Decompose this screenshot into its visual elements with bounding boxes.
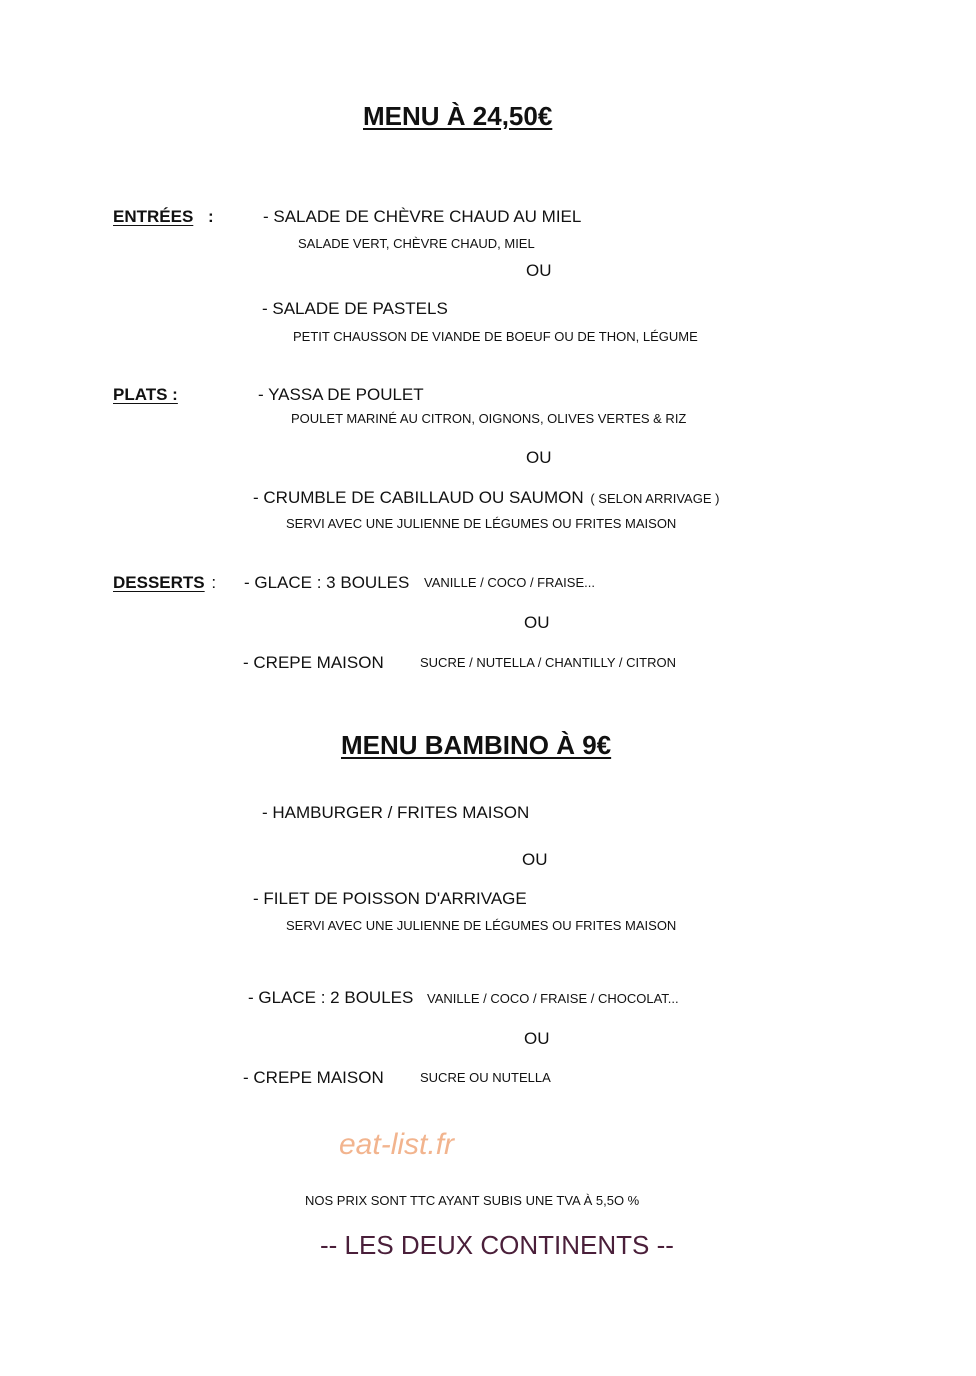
menu-item-name: - GLACE : 2 BOULES bbox=[248, 988, 414, 1007]
or-separator: OU bbox=[524, 1029, 550, 1048]
menu-item-description: POULET MARINÉ AU CITRON, OIGNONS, OLIVES VERTES & RIZ bbox=[291, 411, 687, 426]
section-label-desserts: DESSERTS : bbox=[113, 573, 217, 592]
menu-item-description: SERVI AVEC UNE JULIENNE DE LÉGUMES OU FRITES MAISON bbox=[286, 516, 677, 531]
section-label-plats: PLATS : bbox=[113, 385, 178, 404]
menu-item-description: PETIT CHAUSSON DE VIANDE DE BOEUF OU DE THON, LÉGUME bbox=[293, 329, 698, 344]
or-separator: OU bbox=[526, 448, 552, 467]
section-label-entrees: ENTRÉES : bbox=[113, 207, 214, 226]
menu-item-name: - GLACE : 3 BOULES bbox=[244, 573, 410, 592]
menu-item-name: - SALADE DE CHÈVRE CHAUD AU MIEL bbox=[263, 207, 582, 226]
watermark: eat-list.fr bbox=[339, 1128, 455, 1161]
menu-item-description: SALADE VERT, CHÈVRE CHAUD, MIEL bbox=[298, 236, 535, 251]
tax-note: NOS PRIX SONT TTC AYANT SUBIS UNE TVA À 5,5O % bbox=[305, 1193, 640, 1208]
or-separator: OU bbox=[526, 261, 552, 280]
or-separator: OU bbox=[522, 850, 548, 869]
menu-item-name: - FILET DE POISSON D'ARRIVAGE bbox=[253, 889, 527, 908]
menu-title: MENU À 24,50€ bbox=[363, 101, 553, 131]
menu-item-description: VANILLE / COCO / FRAISE / CHOCOLAT... bbox=[427, 991, 679, 1006]
availability-note: ( SELON ARRIVAGE ) bbox=[590, 491, 720, 506]
menu-item-name: - CRUMBLE DE CABILLAUD OU SAUMON ( SELON ARRIVAGE ) bbox=[253, 488, 720, 507]
menu-title: MENU BAMBINO À 9€ bbox=[341, 730, 612, 760]
or-separator: OU bbox=[524, 613, 550, 632]
menu-item-description: SUCRE OU NUTELLA bbox=[420, 1070, 551, 1085]
restaurant-name-footer: -- LES DEUX CONTINENTS -- bbox=[320, 1230, 674, 1260]
menu-item-name: - HAMBURGER / FRITES MAISON bbox=[262, 803, 530, 822]
menu-item-name: - CREPE MAISON bbox=[243, 1068, 384, 1087]
menu-item-name: - SALADE DE PASTELS bbox=[262, 299, 448, 318]
menu-item-description: SUCRE / NUTELLA / CHANTILLY / CITRON bbox=[420, 655, 676, 670]
menu-item-name: - CREPE MAISON bbox=[243, 653, 384, 672]
menu-item-description: VANILLE / COCO / FRAISE... bbox=[424, 575, 595, 590]
menu-item-description: SERVI AVEC UNE JULIENNE DE LÉGUMES OU FRITES MAISON bbox=[286, 918, 677, 933]
menu-item-name: - YASSA DE POULET bbox=[258, 385, 424, 404]
